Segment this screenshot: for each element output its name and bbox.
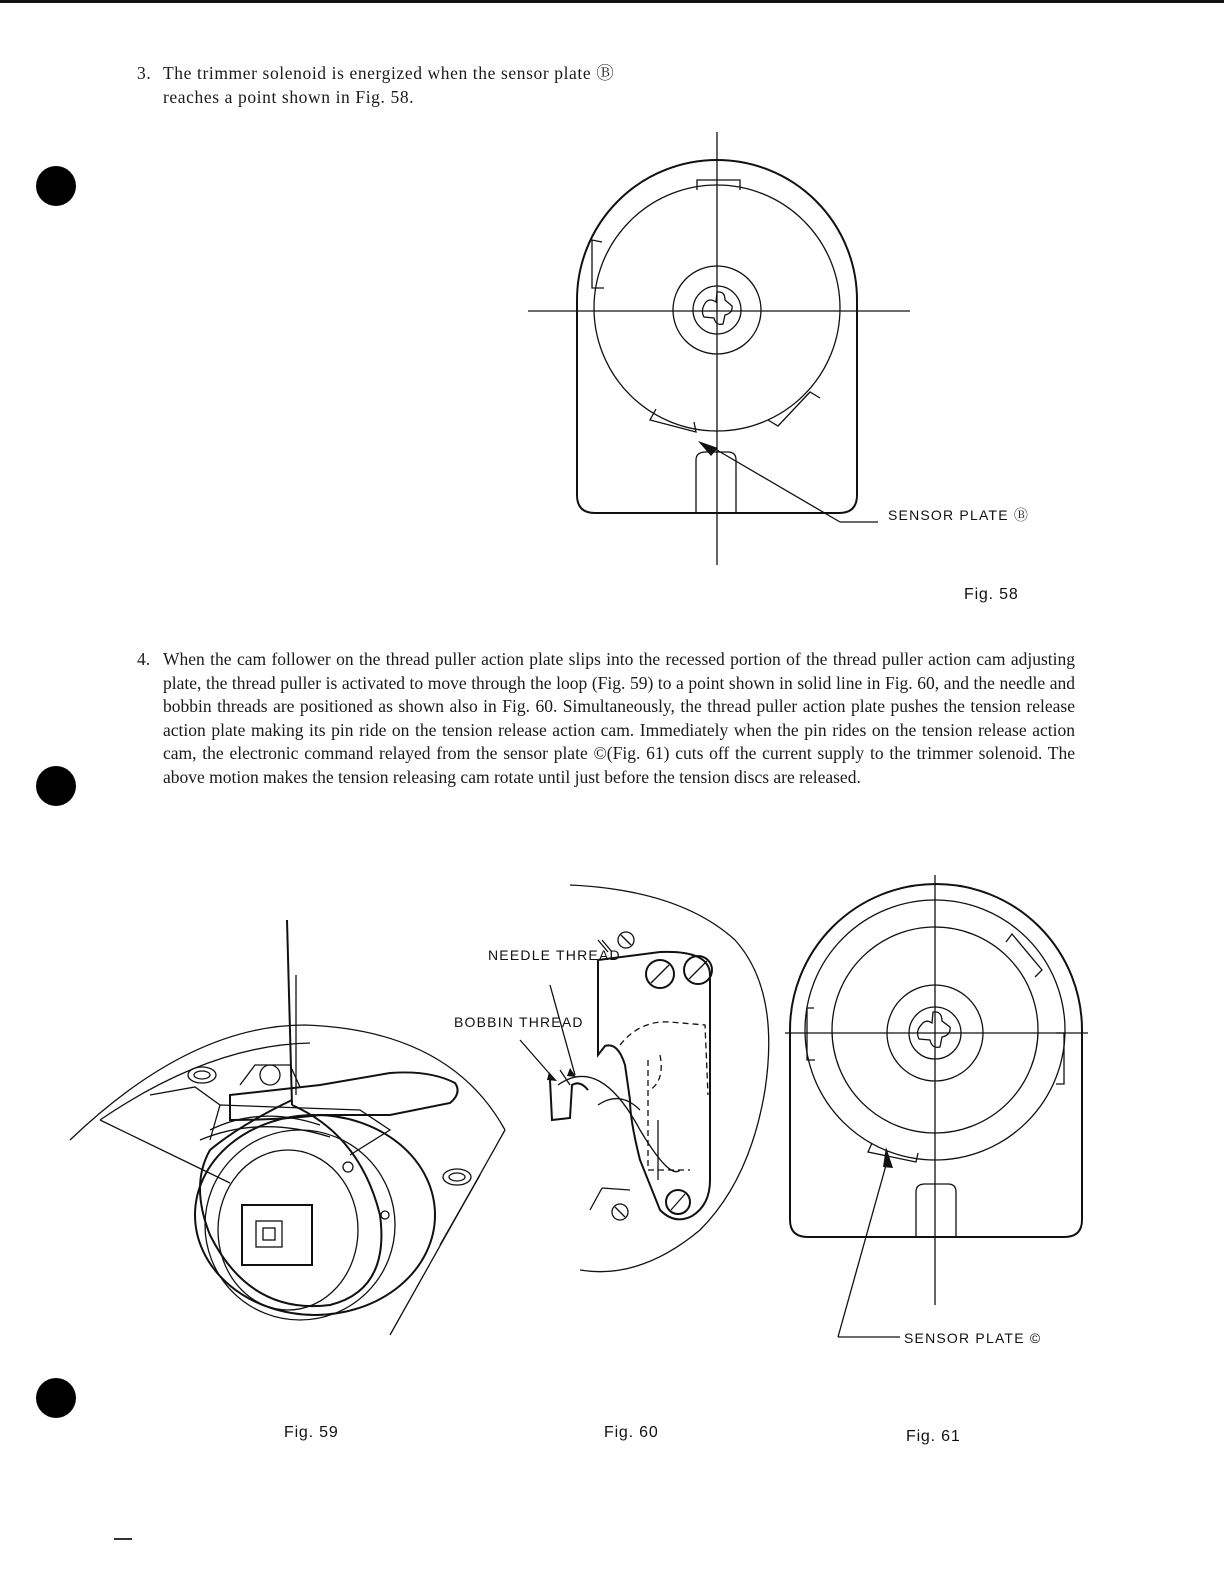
fig58-diagram: [520, 130, 920, 570]
step-3-text: The trimmer solenoid is energized when the sensor plate Ⓑ reaches a point shown in Fig. 58.: [163, 63, 615, 107]
step-3: [137, 62, 633, 109]
step-4: [137, 648, 1075, 789]
page-top-rule: [0, 0, 1224, 3]
fig59-caption: Fig. 59: [284, 1424, 339, 1441]
fig61-caption: Fig. 61: [906, 1428, 961, 1445]
fig59-diagram: [60, 915, 520, 1345]
step-3-number: 3.: [137, 63, 152, 83]
step-4-number: 4.: [137, 649, 151, 669]
fig61-diagram: [780, 870, 1100, 1350]
fig61-sensor-plate-label: SENSOR PLATE ©: [904, 1330, 1042, 1346]
binder-hole-middle: [36, 766, 76, 806]
fig58-sensor-plate-label: SENSOR PLATE Ⓑ: [888, 507, 1030, 523]
fig58-caption: Fig. 58: [964, 586, 1019, 603]
page-mark: [114, 1538, 132, 1540]
fig60-needle-thread-label: NEEDLE THREAD: [488, 947, 621, 963]
fig60-bobbin-thread-label: BOBBIN THREAD: [454, 1014, 584, 1030]
binder-hole-bottom: [36, 1378, 76, 1418]
binder-hole-top: [36, 166, 76, 206]
fig60-caption: Fig. 60: [604, 1424, 659, 1441]
step-4-text: When the cam follower on the thread puller action plate slips into the recessed portion of the thread puller action cam adjusting plate, the thread puller is activated to move through the loop (Fig. 59) to a point shown in solid line in Fig. 60, and the needle and bobbin threads are positioned as shown also in Fig. 60. Simultaneously, the thread puller action plate pushes the tension release action plate making its pin ride on the tension release action cam. Immediately when the pin rides on the tension release action cam, the electronic command relayed from the sensor plate ©(Fig. 61) cuts off the current supply to the trimmer solenoid. The above motion makes the tension releasing cam rotate until just before the tension discs are released.: [163, 649, 1075, 787]
fig60-diagram: [530, 880, 780, 1290]
